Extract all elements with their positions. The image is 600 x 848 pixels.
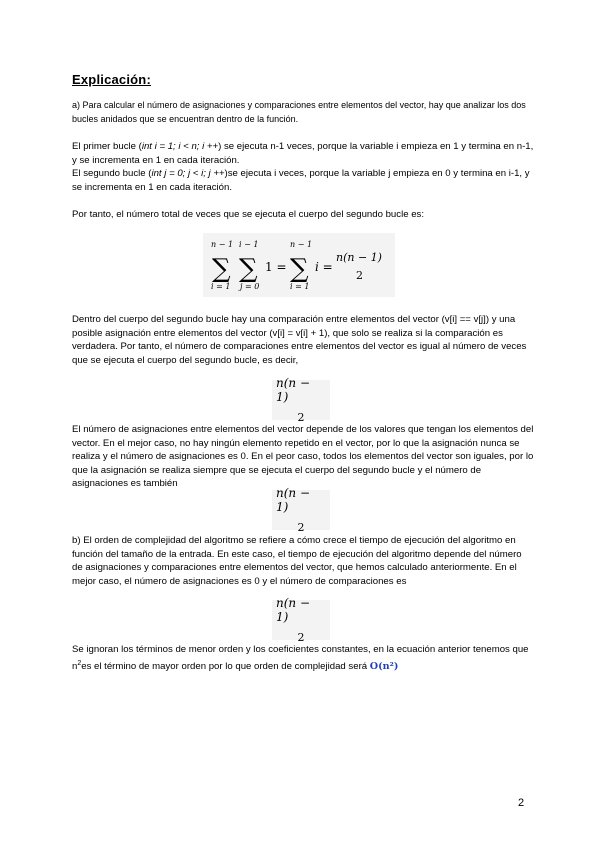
fraction-complexity-den: 2 bbox=[297, 631, 305, 644]
second-loop-code: int j = 0; j < i; j ++ bbox=[151, 168, 225, 179]
first-loop-code: int i = 1; i < n; i ++ bbox=[141, 141, 219, 152]
sum-frac-den: 2 bbox=[356, 269, 363, 282]
sum1-upper: n − 1 bbox=[211, 240, 234, 249]
fraction-assignments-num: n(n − 1) bbox=[276, 486, 311, 514]
sum3-upper: n − 1 bbox=[290, 240, 313, 249]
sum1-sigma: ∑ bbox=[212, 254, 231, 284]
fraction-assignments bbox=[272, 486, 330, 534]
fraction-comparisons bbox=[272, 376, 330, 424]
second-loop-text-a: El segundo bucle ( bbox=[72, 168, 152, 179]
paragraph-a-intro: a) Para calcular el número de asignaciones y comparaciones entre elementos del vector, hay que analizar los dos bucles anidados que se encuentran dentro de la función. bbox=[72, 100, 526, 124]
conclusion-text-b: es el término de mayor orden por lo que orden de complejidad será bbox=[81, 660, 370, 672]
paragraph-total: Por tanto, el número total de veces que se ejecuta el cuerpo del segundo bucle es: bbox=[72, 209, 424, 220]
sum-term-one: 1 = bbox=[265, 260, 287, 274]
sum2-sigma: ∑ bbox=[239, 254, 258, 284]
fraction-assignments-den: 2 bbox=[297, 521, 305, 534]
fraction-comparisons-num: n(n − 1) bbox=[276, 376, 311, 404]
paragraph-first-loop bbox=[72, 140, 534, 167]
fraction-complexity bbox=[272, 596, 330, 644]
sum2-upper: i − 1 bbox=[239, 240, 259, 249]
fraction-comparisons-den: 2 bbox=[297, 411, 305, 424]
second-loop-text-b: )se ejecuta i veces, porque la variable j empieza en 0 y termina en i-1, y se incrementa en 1 en cada iteración. bbox=[72, 168, 530, 193]
fraction-complexity-num: n(n − 1) bbox=[276, 596, 311, 624]
sum1-lower: i = 1 bbox=[211, 282, 231, 291]
sum3-sigma: ∑ bbox=[290, 254, 309, 284]
sum-frac-num: n(n − 1) bbox=[336, 251, 382, 264]
first-loop-text-a: El primer bucle ( bbox=[72, 141, 142, 152]
conclusion-text-a: Se ignoran los términos de menor orden y los coeficientes constantes, en la ecuación anterior tenemos que n bbox=[72, 644, 529, 672]
sum3-lower: i = 1 bbox=[290, 282, 310, 291]
first-loop-text-b: ) se ejecuta n-1 veces, porque la variable i empieza en 1 y termina en n-1, y se incrementa en 1 en cada iteración. bbox=[72, 141, 534, 166]
summation-formula bbox=[203, 233, 395, 297]
paragraph-b-complexity: b) El orden de complejidad del algoritmo se refiere a cómo crece el tiempo de ejecución del algoritmo en función del tamaño de la entrada. En este caso, el tiempo de ejecución del algoritmo depende del número de asignaciones y comparaciones entre elementos del vector, que hemos calculado anteriormente. En el mejor caso, el número de asignaciones es 0 y el número de comparaciones es bbox=[72, 535, 522, 587]
sum-term-i: i = bbox=[315, 260, 333, 274]
sum2-lower: j = 0 bbox=[240, 282, 260, 291]
paragraph-comparisons: Dentro del cuerpo del segundo bucle hay una comparación entre elementos del vector (v[i] == v[j]) y una posible asignación entre elementos del vector (v[i] = v[i] + 1), que solo se realiza si la comparación es verdadera. Por tanto, el número de comparaciones entre elementos del vector es igual al número de veces que se ejecuta el cuerpo del segundo bucle, es decir, bbox=[72, 314, 527, 366]
conclusion-sup: 2 bbox=[77, 659, 82, 667]
summation-svg bbox=[203, 233, 395, 297]
paragraph-conclusion bbox=[72, 643, 534, 673]
big-o-notation: O(n²) bbox=[369, 660, 399, 672]
paragraph-second-loop bbox=[72, 167, 534, 194]
page-number: 2 bbox=[518, 797, 525, 809]
paragraph-assignments: El número de asignaciones entre elementos del vector depende de los valores que tengan los elementos del vector. En el mejor caso, no hay ningún elemento repetido en el vector, por lo que la asignación nunca se realiza y el número de asignaciones es 0. En el peor caso, todos los elementos del vector son iguales, por lo que la asignación se realiza siempre que se ejecuta el cuerpo del segundo bucle y el número de asignaciones es también bbox=[72, 424, 534, 489]
section-title: Explicación: bbox=[72, 72, 151, 87]
